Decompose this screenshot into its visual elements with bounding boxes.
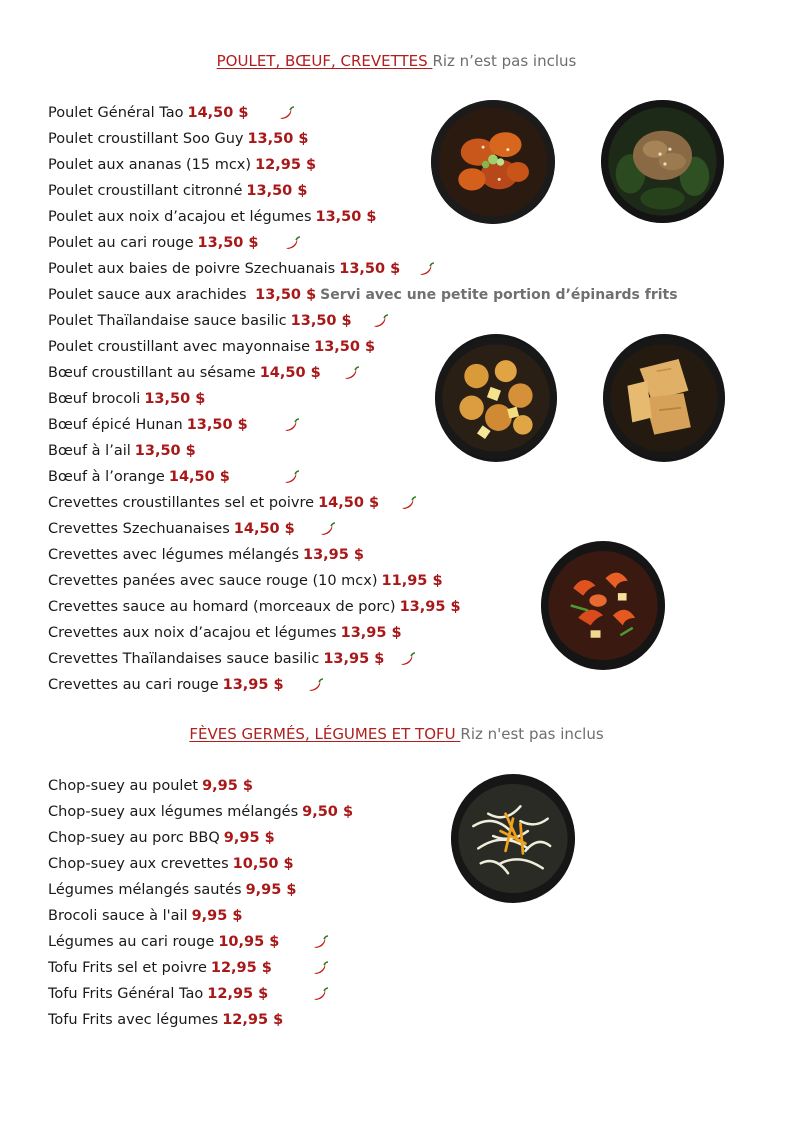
chili-pepper-icon <box>342 366 360 380</box>
item-name: Légumes mélangés sautés <box>48 882 242 898</box>
item-price: 9,95 $ <box>223 830 275 846</box>
menu-item <box>48 516 295 542</box>
menu-item <box>48 929 279 955</box>
menu-item <box>48 981 268 1007</box>
section-title-text: FÈVES GERMÉS, LÉGUMES ET TOFU <box>189 725 461 743</box>
item-price: 13,50 $ <box>246 183 308 199</box>
item-price: 13,50 $ <box>314 339 376 355</box>
item-price: 13,50 $ <box>255 287 317 303</box>
item-price: 13,50 $ <box>134 443 196 459</box>
item-name: Bœuf croustillant au sésame <box>48 365 256 381</box>
item-name: Crevettes panées avec sauce rouge (10 mcx) <box>48 573 378 589</box>
item-price: 12,95 $ <box>255 157 317 173</box>
item-price: 13,50 $ <box>339 261 401 277</box>
menu-item <box>48 620 402 646</box>
menu-item <box>48 568 443 594</box>
item-price: 13,50 $ <box>186 417 248 433</box>
item-name: Crevettes Szechuanaises <box>48 521 230 537</box>
menu-item <box>48 126 308 152</box>
item-name: Crevettes avec légumes mélangés <box>48 547 299 563</box>
chili-pepper-icon <box>283 236 301 250</box>
menu-item <box>48 594 461 620</box>
chili-pepper-icon <box>282 470 300 484</box>
chili-pepper-icon <box>318 522 336 536</box>
dish-photo-shrimp-red-sauce <box>541 541 665 670</box>
item-name: Tofu Frits avec légumes <box>48 1012 219 1028</box>
item-price: 10,95 $ <box>218 934 280 950</box>
menu-item <box>48 100 249 126</box>
item-price: 9,50 $ <box>302 804 354 820</box>
item-price: 9,95 $ <box>202 778 253 794</box>
dish-photo-general-tao <box>431 100 555 224</box>
menu-item <box>48 412 248 438</box>
item-name: Poulet croustillant Soo Guy <box>48 131 244 147</box>
section-title-text: POULET, BŒUF, CREVETTES <box>216 52 433 70</box>
chili-pepper-icon <box>306 678 324 692</box>
item-price: 14,50 $ <box>318 495 380 511</box>
item-name: Poulet croustillant citronné <box>48 183 243 199</box>
item-price: 10,50 $ <box>232 856 294 872</box>
item-name: Tofu Frits Général Tao <box>48 986 204 1002</box>
menu-item <box>48 152 316 178</box>
item-name: Bœuf brocoli <box>48 391 141 407</box>
menu-item <box>48 773 253 799</box>
menu-item <box>48 282 678 308</box>
item-price: 9,95 $ <box>245 882 297 898</box>
section-title-feves-legumes-tofu <box>0 725 793 743</box>
menu-item <box>48 490 379 516</box>
menu-item <box>48 230 259 256</box>
item-price: 13,50 $ <box>197 235 259 251</box>
item-name: Chop-suey au porc BBQ <box>48 830 220 846</box>
item-name: Chop-suey aux légumes mélangés <box>48 804 299 820</box>
menu-item <box>48 877 297 903</box>
item-extra-note: Servi avec une petite portion d’épinards frits <box>320 287 678 303</box>
menu-item <box>48 204 377 230</box>
item-price: 12,95 $ <box>207 986 269 1002</box>
chili-pepper-icon <box>399 496 417 510</box>
item-name: Crevettes sauce au homard (morceaux de porc) <box>48 599 396 615</box>
item-price: 9,95 $ <box>191 908 243 924</box>
menu-item <box>48 256 400 282</box>
item-name: Crevettes croustillantes sel et poivre <box>48 495 315 511</box>
item-price: 14,50 $ <box>168 469 230 485</box>
menu-item <box>48 334 375 360</box>
item-price: 14,50 $ <box>259 365 321 381</box>
item-price: 13,50 $ <box>247 131 309 147</box>
menu-item <box>48 646 384 672</box>
chili-pepper-icon <box>417 262 435 276</box>
item-name: Poulet Général Tao <box>48 105 184 121</box>
chili-pepper-icon <box>398 652 416 666</box>
item-name: Tofu Frits sel et poivre <box>48 960 207 976</box>
dish-photo-lemon-chicken <box>603 334 725 462</box>
menu-item <box>48 1007 283 1033</box>
item-name: Chop-suey au poulet <box>48 778 199 794</box>
menu-item <box>48 825 275 851</box>
menu-item <box>48 178 307 204</box>
item-name: Crevettes Thaïlandaises sauce basilic <box>48 651 320 667</box>
menu-item <box>48 438 196 464</box>
item-price: 13,95 $ <box>222 677 284 693</box>
item-name: Bœuf à l’ail <box>48 443 131 459</box>
item-name: Bœuf à l’orange <box>48 469 165 485</box>
item-name: Bœuf épicé Hunan <box>48 417 183 433</box>
item-name: Crevettes aux noix d’acajou et légumes <box>48 625 337 641</box>
item-price: 13,95 $ <box>340 625 402 641</box>
section-title-poulet-boeuf-crevettes <box>0 52 793 70</box>
item-name: Brocoli sauce à l'ail <box>48 908 188 924</box>
item-price: 13,50 $ <box>144 391 206 407</box>
item-name: Crevettes au cari rouge <box>48 677 219 693</box>
item-price: 12,95 $ <box>210 960 272 976</box>
dish-photo-peanut-chicken <box>601 100 724 223</box>
dish-photo-chop-suey <box>451 774 575 903</box>
dish-photo-pineapple-chicken <box>435 334 557 462</box>
item-price: 13,95 $ <box>303 547 365 563</box>
chili-pepper-icon <box>311 987 329 1001</box>
section-note: Riz n'est pas inclus <box>460 725 604 743</box>
item-name: Poulet Thaïlandaise sauce basilic <box>48 313 287 329</box>
item-price: 13,95 $ <box>399 599 461 615</box>
chili-pepper-icon <box>311 935 329 949</box>
menu-item <box>48 955 272 981</box>
item-price: 14,50 $ <box>233 521 295 537</box>
menu-item <box>48 542 364 568</box>
section-note: Riz n’est pas inclus <box>432 52 577 70</box>
item-name: Poulet sauce aux arachides <box>48 287 252 303</box>
item-name: Chop-suey aux crevettes <box>48 856 229 872</box>
chili-pepper-icon <box>282 418 300 432</box>
item-price: 13,50 $ <box>315 209 377 225</box>
chili-pepper-icon <box>311 961 329 975</box>
item-name: Poulet au cari rouge <box>48 235 194 251</box>
item-price: 12,95 $ <box>222 1012 284 1028</box>
item-name: Poulet aux ananas (15 mcx) <box>48 157 252 173</box>
menu-item <box>48 464 230 490</box>
menu-item <box>48 386 205 412</box>
item-price: 14,50 $ <box>187 105 249 121</box>
item-name: Poulet aux noix d’acajou et légumes <box>48 209 312 225</box>
item-name: Poulet croustillant avec mayonnaise <box>48 339 311 355</box>
item-price: 11,95 $ <box>381 573 443 589</box>
item-name: Légumes au cari rouge <box>48 934 215 950</box>
menu-item <box>48 360 321 386</box>
menu-item <box>48 799 353 825</box>
item-price: 13,95 $ <box>323 651 385 667</box>
chili-pepper-icon <box>277 106 295 120</box>
menu-item <box>48 308 352 334</box>
menu-item <box>48 903 242 929</box>
menu-item <box>48 672 284 698</box>
item-price: 13,50 $ <box>290 313 352 329</box>
item-name: Poulet aux baies de poivre Szechuanais <box>48 261 336 277</box>
menu-item <box>48 851 294 877</box>
chili-pepper-icon <box>371 314 389 328</box>
